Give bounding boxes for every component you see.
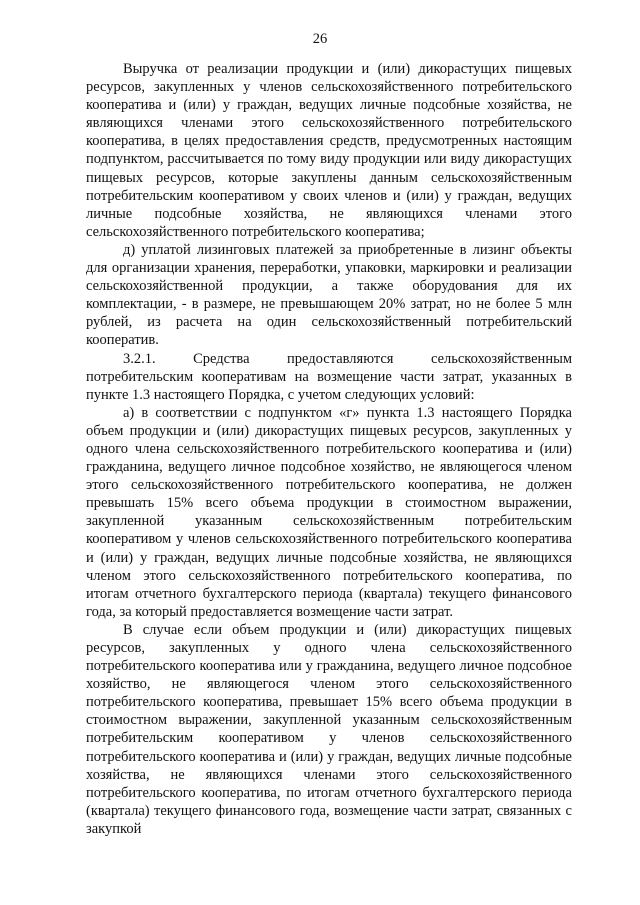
paragraph-exceeding-case: В случае если объем продукции и (или) дикорастущих пищевых ресурсов, закупленных у одного члена сельскохозяйственного потребительского кооператива или у гражданина, ведущего личное подсобное хозяйство, не являющегося членом этого сельскохозяйственного потребительского кооператива, превышает 15% всего объема продукции в стоимостном выражении, закупленной указанным сельскохозяйственным потребительским кооперативом у членов сельскохозяйственного потребительского кооператива и (или) у граждан, ведущих личные подсобные хозяйства, не являющихся членами этого сельскохозяйственного потребительского кооператива, по итогам отчетного бухгалтерского периода (квартала) текущего финансового года, возмещение части затрат, связанных с закупкой: [86, 621, 572, 837]
paragraph-leasing-payments: д) уплатой лизинговых платежей за приобретенные в лизинг объекты для организации хранения, переработки, упаковки, маркировки и реализации сельскохозяйственной продукции, а также оборудования для их комплектации, - в размере, не превышающем 20% затрат, но не более 5 млн рублей, из расчета на один сельскохозяйственный потребительский кооператив.: [86, 241, 572, 349]
document-body: [86, 60, 572, 838]
paragraph-condition-a: а) в соответствии с подпунктом «г» пункта 1.3 настоящего Порядка объем продукции и (или) дикорастущих пищевых ресурсов, закупленных у одного члена сельскохозяйственного потребительского кооператива и (или) гражданина, ведущего личное подсобное хозяйство, не являющегося членом этого сельскохозяйственного потребительского кооператива, не должен превышать 15% всего объема продукции в стоимостном выражении, закупленной указанным сельскохозяйственным потребительским кооперативом у членов сельскохозяйственного потребительского кооператива и (или) у граждан, ведущих личные подсобные хозяйства, не являющихся членом этого сельскохозяйственного потребительского кооператива, по итогам отчетного бухгалтерского периода (квартала) текущего финансового года, за который предоставляется возмещение части затрат.: [86, 404, 572, 620]
page-number: 26: [312, 31, 328, 47]
paragraph-revenue-calculation: Выручка от реализации продукции и (или) дикорастущих пищевых ресурсов, закупленных у членов сельскохозяйственного потребительского кооператива и (или) у граждан, ведущих личные подсобные хозяйства, не являющихся членами этого сельскохозяйственного потребительского кооператива, в целях предоставления средств, предусмотренных настоящим подпунктом, рассчитывается по тому виду продукции или виду дикорастущих пищевых ресурсов, которые закуплены данным сельскохозяйственным потребительским кооперативом у своих членов и (или) у граждан, ведущих личные подсобные хозяйства, не являющихся членами этого сельскохозяйственного потребительского кооператива;: [86, 61, 572, 240]
paragraph-section-3-2-1: 3.2.1. Средства предоставляются сельскохозяйственным потребительским кооперативам на возмещение части затрат, указанных в пункте 1.3 настоящего Порядка, с учетом следующих условий:: [86, 350, 572, 403]
